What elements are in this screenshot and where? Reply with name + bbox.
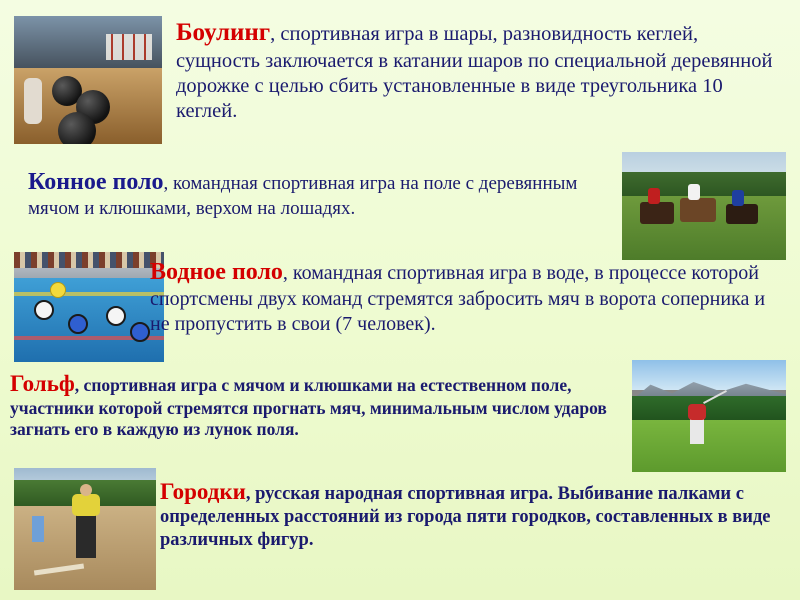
polo-trees — [622, 172, 786, 196]
description-golf: , спортивная игра с мячом и клюшками на естественном поле, участники которой стремятся прогнать мяч, минимальным числом ударов загнать его в каждую из лунок поля. — [10, 375, 607, 440]
bowling-ball — [58, 112, 96, 144]
term-horse-polo: Конное поло — [28, 169, 164, 195]
description-water-polo: , командная спортивная игра в воде, в процессе которой спортсмены двух команд стремятся забросить мяч в ворота соперника и не пропустить в свои (7 человек). — [150, 262, 766, 335]
water-polo-player — [68, 314, 88, 334]
water-polo-player — [34, 300, 54, 320]
gorodki-player-head — [80, 484, 92, 496]
pool-crowd — [14, 252, 164, 268]
description-bowling: , спортивная игра в шары, разновидность кеглей, сущность заключается в катании шаров по специальной деревянной дорожке с целью сбить установленные в виде треугольника 10 кеглей. — [176, 23, 773, 122]
entry-gorodki — [160, 478, 780, 551]
entry-water-polo — [150, 258, 786, 336]
golf-sky — [632, 360, 786, 390]
water-polo-player — [130, 322, 150, 342]
entry-horse-polo — [28, 168, 608, 220]
golf-player — [690, 418, 704, 444]
description-horse-polo: , командная спортивная игра на поле с деревянным мячом и клюшками, верхом на лошадях. — [28, 173, 578, 220]
golf-player-shirt — [688, 404, 706, 420]
term-bowling: Боулинг — [176, 19, 271, 46]
polo-photo — [622, 152, 786, 260]
bowling-pins-icon — [106, 34, 152, 60]
golf-green — [632, 420, 786, 472]
term-gorodki: Городки — [160, 479, 246, 504]
pool-water — [14, 278, 164, 362]
gorodki-player-body — [76, 510, 96, 558]
polo-horse — [680, 198, 716, 222]
bowling-player — [24, 78, 42, 124]
term-water-polo: Водное поло — [150, 259, 283, 285]
description-gorodki: , русская народная спортивная игра. Выбивание палками с определенных расстояний из города пяти городков, составленных в виде различных фигур. — [160, 484, 771, 550]
water-polo-player — [106, 306, 126, 326]
pool-lane-rope — [14, 292, 164, 296]
entry-golf — [10, 370, 650, 441]
entry-bowling — [176, 18, 786, 124]
bowling-photo — [14, 16, 162, 144]
gorodki-spectator — [32, 516, 44, 542]
gorodki-player-shirt — [72, 494, 100, 516]
polo-horse — [726, 204, 758, 224]
polo-horse — [640, 202, 674, 224]
polo-rider — [732, 190, 744, 206]
golf-photo — [632, 360, 786, 472]
water-polo-ball-icon — [50, 282, 66, 298]
term-golf: Гольф — [10, 371, 75, 396]
water-polo-photo — [14, 252, 164, 362]
polo-rider — [648, 188, 660, 204]
gorodki-photo — [14, 468, 156, 590]
polo-rider — [688, 184, 700, 200]
